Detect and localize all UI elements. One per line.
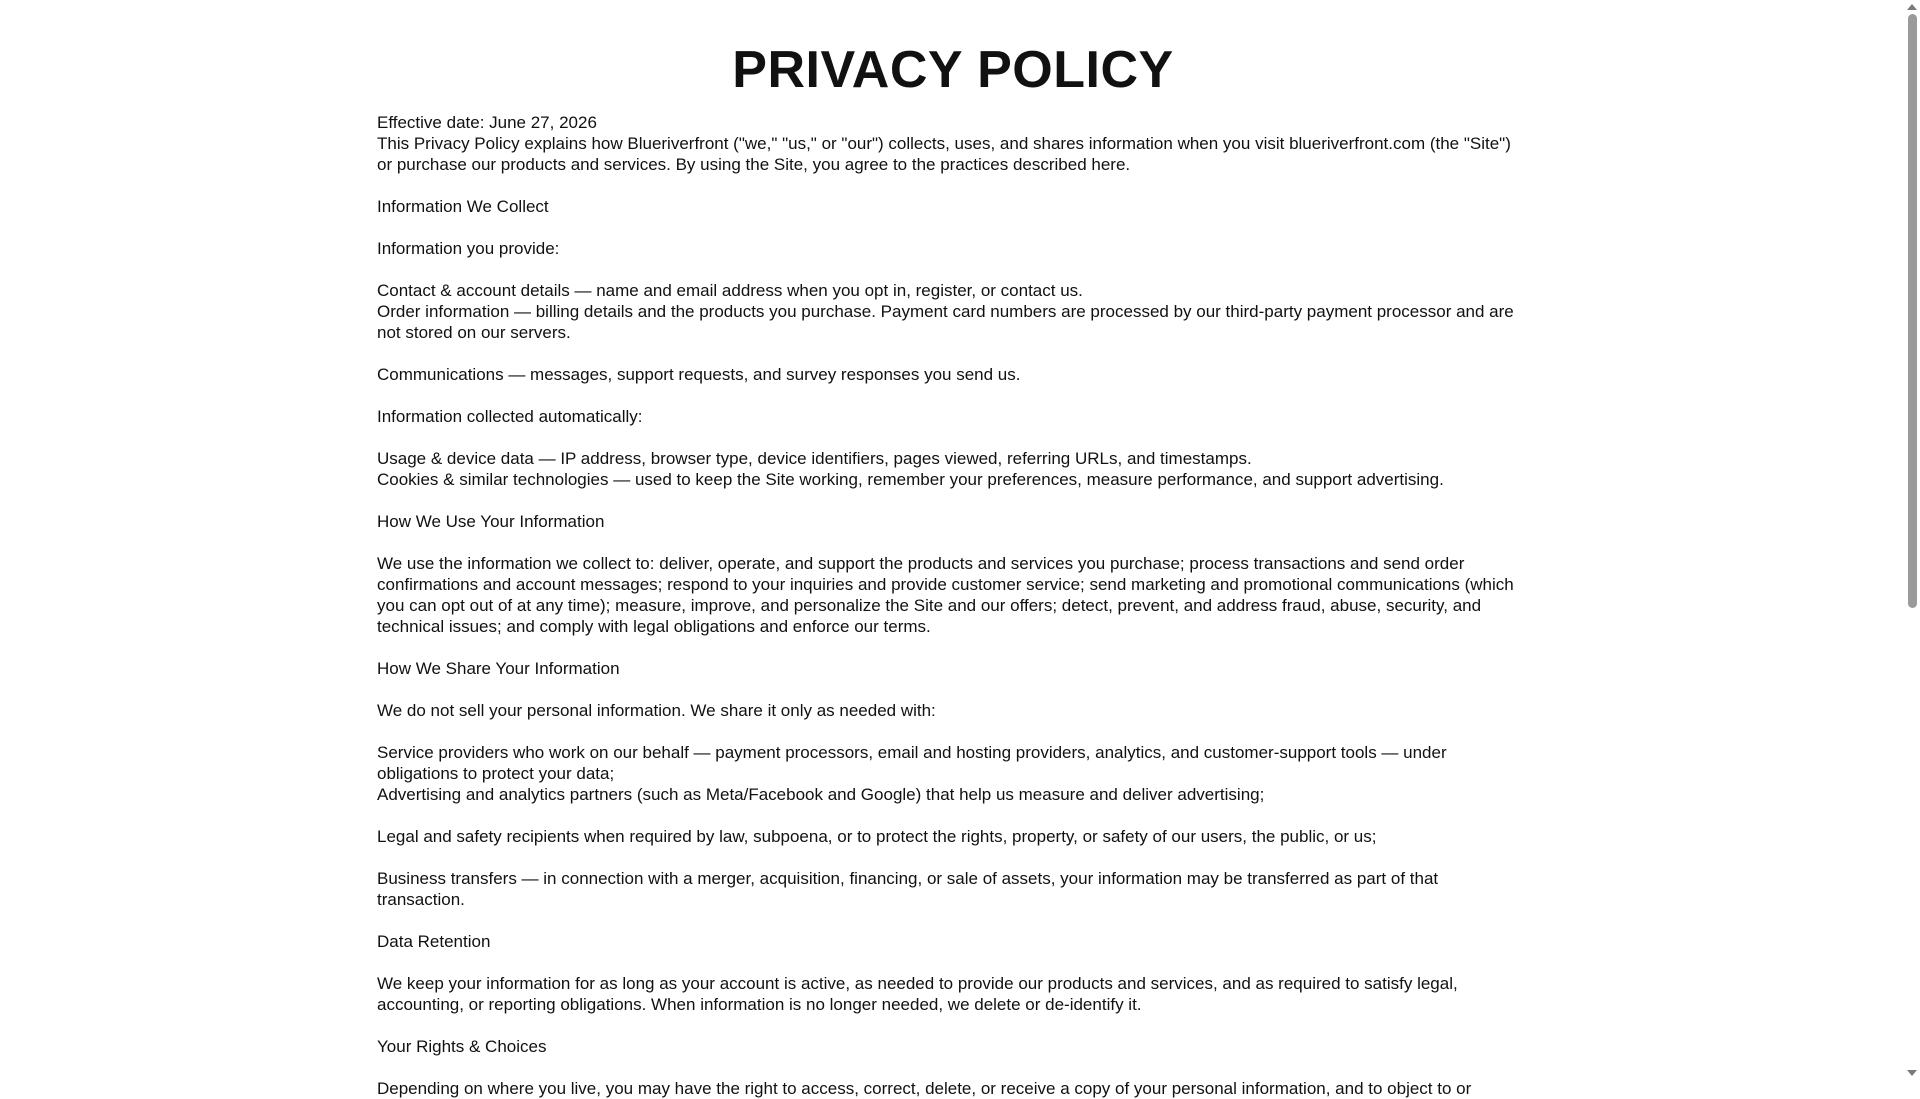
collect-heading: Information We Collect	[377, 197, 549, 216]
retention-paragraph: We keep your information for as long as your account is active, as needed to provide our products and services, and as required to satisfy legal, accounting, or reporting obligations. When information is no longer needed, we delete or de-identify it.	[377, 974, 1458, 1014]
contact-details-item: Contact & account details — name and email address when you opt in, register, or contact us.	[377, 281, 1083, 300]
provided-heading: Information you provide:	[377, 239, 560, 258]
scroll-down-arrow-icon[interactable]	[1907, 1070, 1917, 1076]
scroll-up-arrow-icon[interactable]	[1907, 4, 1917, 10]
retention-heading: Data Retention	[377, 932, 491, 951]
service-providers-item: Service providers who work on our behalf — payment processors, email and hosting providers, analytics, and customer-support tools — under obligations to protect your data;	[377, 743, 1447, 783]
share-heading: How We Share Your Information	[377, 659, 620, 678]
vertical-scrollbar[interactable]	[1904, 0, 1920, 1080]
rights-paragraph: Depending on where you live, you may have the right to access, correct, delete, or receive a copy of your personal information, and to object to or	[377, 1079, 1472, 1098]
usage-data-item: Usage & device data — IP address, browser type, device identifiers, pages viewed, referring URLs, and timestamps.	[377, 449, 1252, 468]
use-heading: How We Use Your Information	[377, 512, 605, 531]
legal-recipients-item: Legal and safety recipients when required by law, subpoena, or to protect the rights, property, or safety of our users, the public, or us;	[377, 827, 1377, 846]
effective-date: Effective date: June 27, 2026	[377, 113, 597, 132]
document-content	[377, 0, 1529, 1099]
business-transfers-item: Business transfers — in connection with a merger, acquisition, financing, or sale of assets, your information may be transferred as part of that transaction.	[377, 869, 1439, 909]
policy-body	[377, 112, 1529, 1099]
cookies-item: Cookies & similar technologies — used to keep the Site working, remember your preferences, measure performance, and support advertising.	[377, 470, 1444, 489]
rights-heading: Your Rights & Choices	[377, 1037, 547, 1056]
use-paragraph: We use the information we collect to: deliver, operate, and support the products and services you purchase; process transactions and send order confirmations and account messages; respond to your inquiries and provide customer service; send marketing and promotional communications (which you can opt out of at any time); measure, improve, and personalize the Site and our offers; detect, prevent, and address fraud, abuse, security, and technical issues; and comply with legal obligations and enforce our terms.	[377, 554, 1514, 636]
scrollbar-thumb[interactable]	[1908, 14, 1917, 608]
share-intro: We do not sell your personal information. We share it only as needed with:	[377, 701, 936, 720]
order-information-item: Order information — billing details and the products you purchase. Payment card numbers are processed by our third-party payment processor and are not stored on our servers.	[377, 302, 1514, 342]
auto-heading: Information collected automatically:	[377, 407, 643, 426]
page-title: PRIVACY POLICY	[732, 41, 1174, 99]
intro-paragraph: This Privacy Policy explains how Blueriverfront ("we," "us," or "our") collects, uses, and shares information when you visit blueriverfront.com (the "Site") or purchase our products and services. By using the Site, you agree to the practices described here.	[377, 134, 1511, 174]
advertising-partners-item: Advertising and analytics partners (such as Meta/Facebook and Google) that help us measure and deliver advertising;	[377, 785, 1265, 804]
communications-item: Communications — messages, support requests, and survey responses you send us.	[377, 365, 1021, 384]
